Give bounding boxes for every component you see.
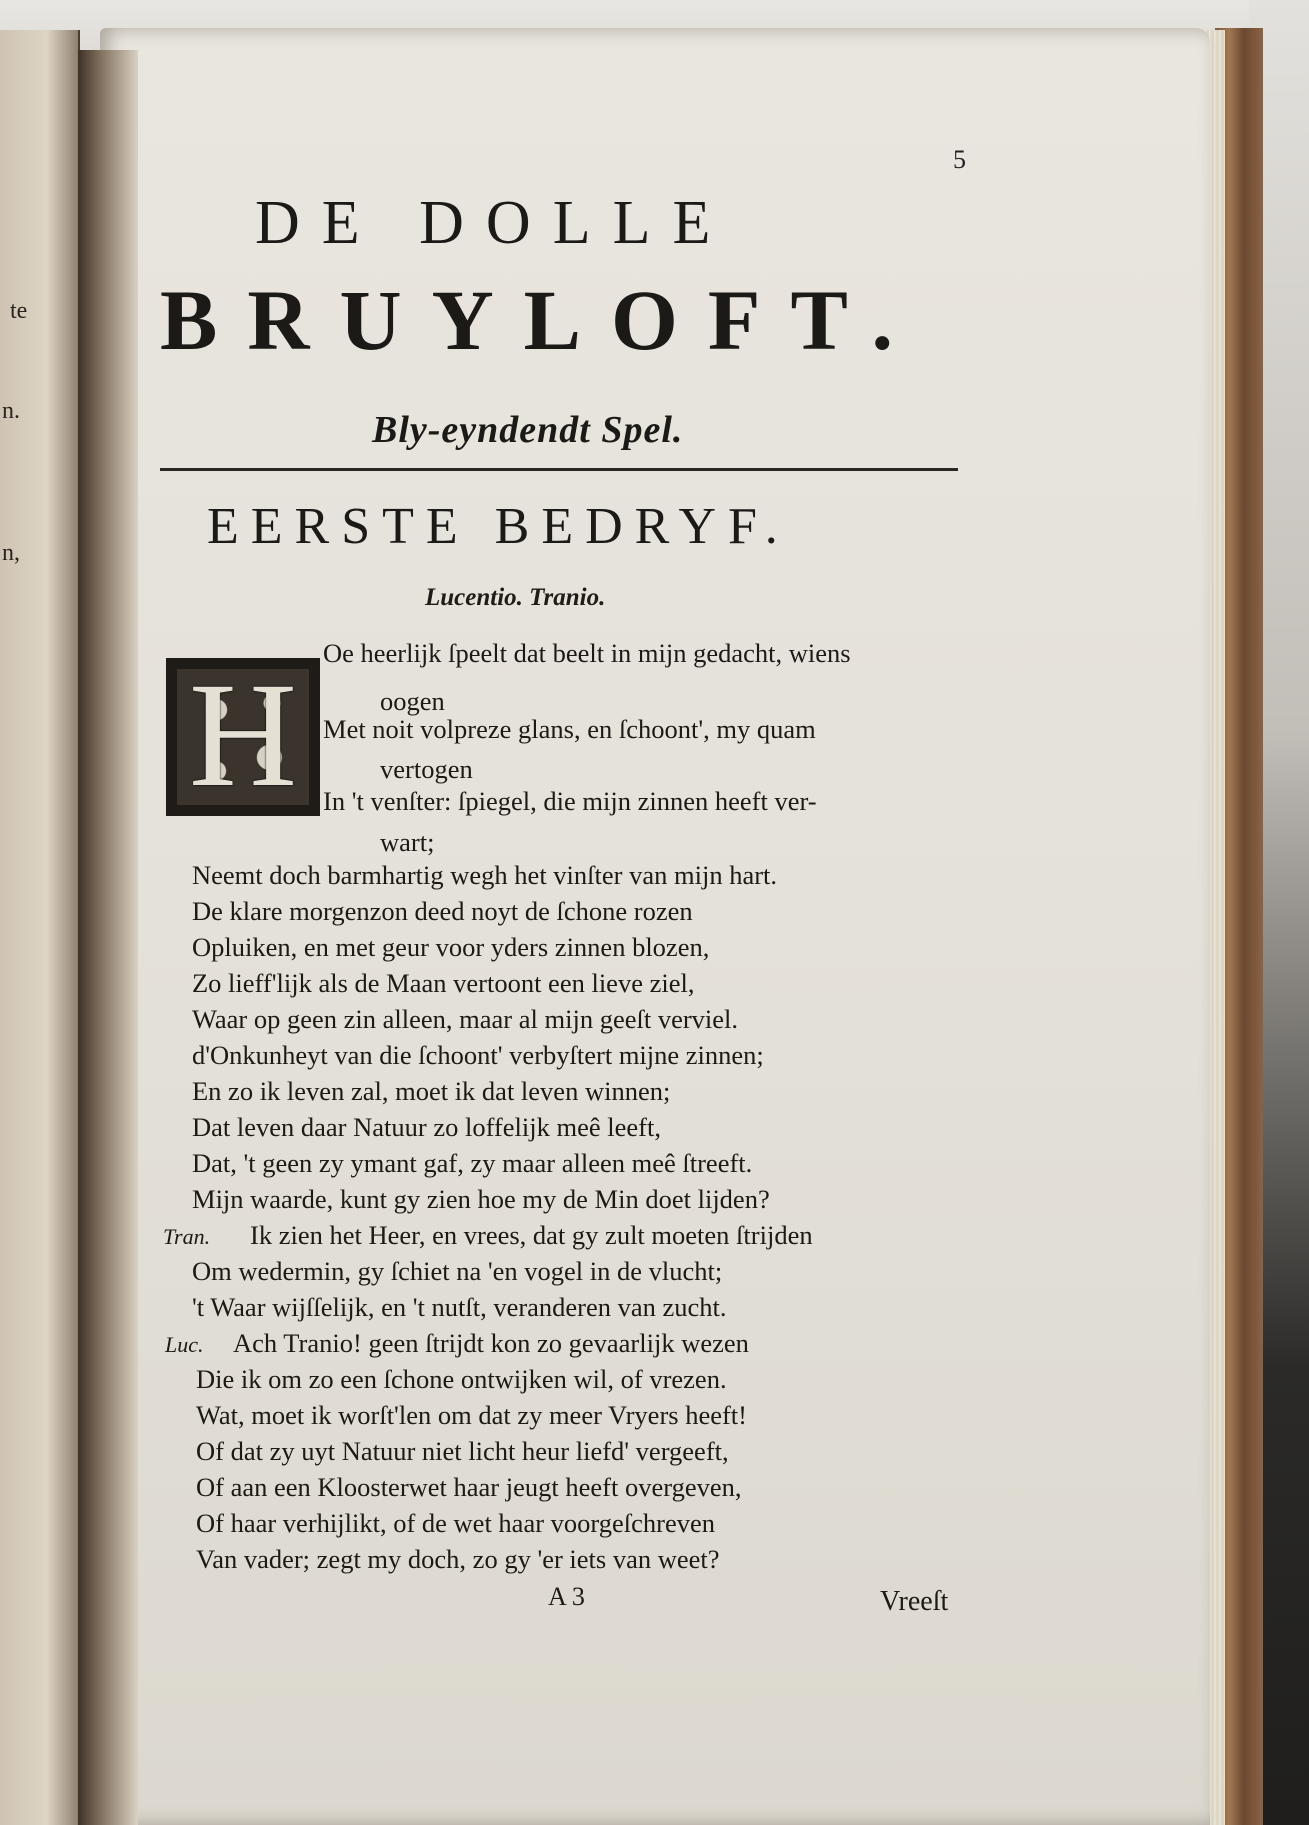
verse-line: Die ik om zo een ſchone ontwijken wil, of vrezen. — [196, 1364, 727, 1394]
verse-line: Ach Tranio! geen ſtrijdt kon zo gevaarlijk wezen — [233, 1328, 749, 1358]
verse-line: Dat leven daar Natuur zo loffelijk meê leeft, — [192, 1112, 661, 1142]
verse-line: En zo ik leven zal, moet ik dat leven winnen; — [192, 1076, 671, 1106]
title-rule — [160, 468, 958, 471]
verse-line: Van vader; zegt my doch, zo gy 'er iets van weet? — [196, 1544, 720, 1574]
title-line-1: DE DOLLE — [255, 189, 733, 257]
verse-line: Dat, 't geen zy ymant gaf, zy maar alleen meê ſtreeft. — [192, 1148, 753, 1178]
verse-line: Of haar verhijlikt, of de wet haar voorgeſchreven — [196, 1508, 715, 1538]
verse-line: Om wedermin, gy ſchiet na 'en vogel in de vlucht; — [192, 1256, 723, 1286]
verse-line: d'Onkunheyt van die ſchoont' verbyſtert mijne zinnen; — [192, 1040, 764, 1070]
speaker-tranio: Tran. — [163, 1224, 211, 1249]
previous-page-fragment: te — [10, 298, 28, 324]
verse-line: Zo lieff'lijk als de Maan vertoont een lieve ziel, — [192, 968, 695, 998]
verse-line: Met noit volpreze glans, en ſchoont', my quam — [323, 714, 816, 744]
previous-page-fragment: n, — [2, 540, 20, 566]
subtitle: Bly-eyndendt Spel. — [372, 409, 684, 451]
verse-line: Opluiken, en met geur voor yders zinnen blozen, — [192, 932, 710, 962]
verse-line: In 't venſter: ſpiegel, die mijn zinnen heeft ver- — [323, 786, 817, 816]
verse-line: Wat, moet ik worſt'len om dat zy meer Vryers heeft! — [196, 1400, 747, 1430]
previous-page — [0, 30, 80, 1825]
book-gutter — [78, 50, 138, 1825]
verse-line: wart; — [380, 827, 435, 857]
character-list: Lucentio. Tranio. — [425, 584, 606, 611]
signature-mark: A 3 — [548, 1582, 585, 1611]
verse-line: 't Waar wijſſelijk, en 't nutſt, veranderen van zucht. — [192, 1292, 727, 1322]
catchword: Vreeſt — [880, 1586, 949, 1617]
verse-line: Waar op geen zin alleen, maar al mijn geeſt verviel. — [192, 1004, 739, 1034]
verse-line: Mijn waarde, kunt gy zien hoe my de Min doet lijden? — [192, 1184, 770, 1214]
verse-line: Oe heerlijk ſpeelt dat beelt in mijn gedacht, wiens — [323, 638, 851, 668]
previous-page-fragment: n. — [2, 398, 20, 424]
verse-line: Ik zien het Heer, en vrees, dat gy zult moeten ſtrijden — [250, 1220, 813, 1250]
verse-line: Of aan een Kloosterwet haar jeugt heeft overgeven, — [196, 1472, 742, 1502]
decorated-initial — [166, 652, 320, 818]
title-line-2: BRUYLOFT. — [160, 272, 923, 368]
verse-line: oogen — [380, 686, 445, 716]
verse-line: Neemt doch barmhartig wegh het vinſter van mijn hart. — [192, 860, 778, 890]
verse-line: De klare morgenzon deed noyt de ſchone rozen — [192, 896, 693, 926]
verse-line: Of dat zy uyt Natuur niet licht heur liefd' vergeeft, — [196, 1436, 729, 1466]
speaker-lucentio: Luc. — [165, 1332, 204, 1357]
page-number: 5 — [953, 145, 966, 174]
initial-letter: H — [188, 652, 298, 818]
act-heading: EERSTE BEDRYF. — [207, 498, 790, 555]
verse-line: vertogen — [380, 754, 473, 784]
